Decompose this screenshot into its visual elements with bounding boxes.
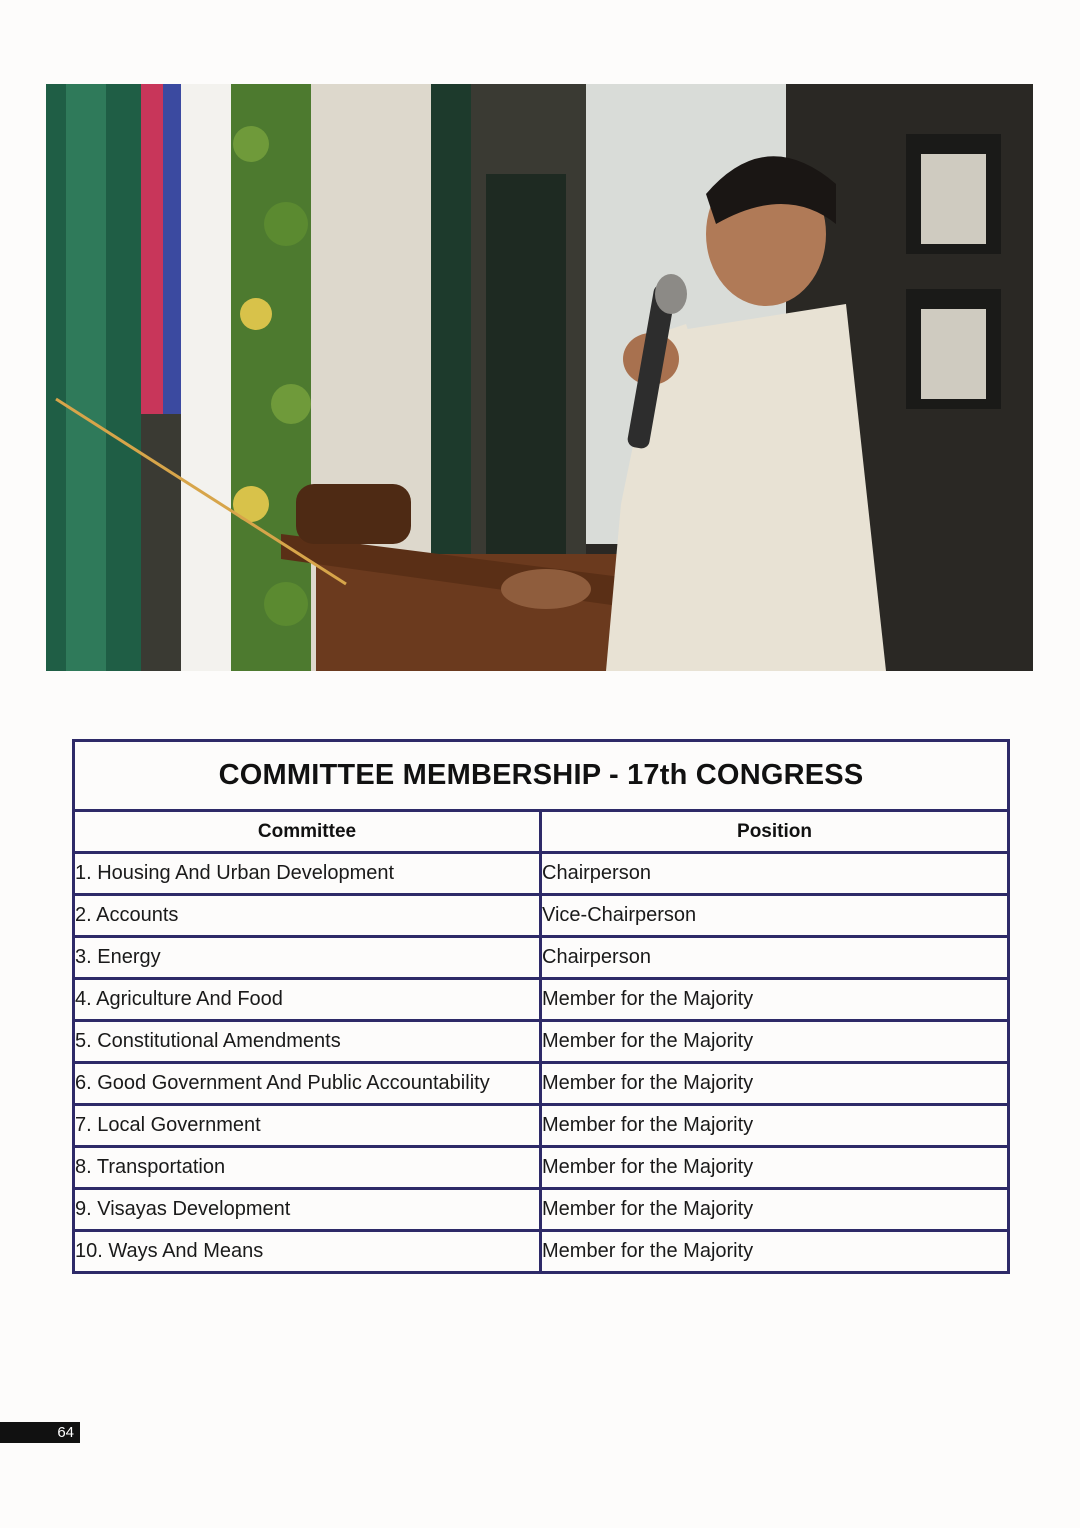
committee-cell: 9. Visayas Development (74, 1189, 541, 1231)
table-title: COMMITTEE MEMBERSHIP - 17th CONGRESS (74, 741, 1009, 811)
table-row (74, 1105, 1009, 1147)
table-row (74, 979, 1009, 1021)
committee-table-container (72, 739, 1007, 1274)
position-cell: Chairperson (541, 853, 1009, 895)
committee-membership-table (72, 739, 1010, 1274)
table-row (74, 1021, 1009, 1063)
committee-cell: 4. Agriculture And Food (74, 979, 541, 1021)
table-header-row (74, 811, 1009, 853)
speaker-photo (46, 84, 1033, 671)
position-cell: Member for the Majority (541, 979, 1009, 1021)
position-cell: Vice-Chairperson (541, 895, 1009, 937)
committee-cell: 10. Ways And Means (74, 1231, 541, 1273)
page-number: 64 (0, 1422, 80, 1443)
position-cell: Member for the Majority (541, 1189, 1009, 1231)
position-cell: Member for the Majority (541, 1147, 1009, 1189)
position-cell: Member for the Majority (541, 1231, 1009, 1273)
header-committee: Committee (74, 811, 541, 853)
table-row (74, 1147, 1009, 1189)
committee-cell: 5. Constitutional Amendments (74, 1021, 541, 1063)
speaker-illustration (46, 84, 1033, 671)
position-cell: Member for the Majority (541, 1063, 1009, 1105)
table-row (74, 937, 1009, 979)
table-row (74, 853, 1009, 895)
committee-cell: 6. Good Government And Public Accountability (74, 1063, 541, 1105)
committee-cell: 7. Local Government (74, 1105, 541, 1147)
table-row (74, 895, 1009, 937)
position-cell: Member for the Majority (541, 1105, 1009, 1147)
committee-cell: 8. Transportation (74, 1147, 541, 1189)
header-position: Position (541, 811, 1009, 853)
committee-cell: 1. Housing And Urban Development (74, 853, 541, 895)
table-row (74, 1063, 1009, 1105)
position-cell: Chairperson (541, 937, 1009, 979)
committee-cell: 3. Energy (74, 937, 541, 979)
position-cell: Member for the Majority (541, 1021, 1009, 1063)
table-row (74, 1189, 1009, 1231)
table-row (74, 1231, 1009, 1273)
committee-cell: 2. Accounts (74, 895, 541, 937)
